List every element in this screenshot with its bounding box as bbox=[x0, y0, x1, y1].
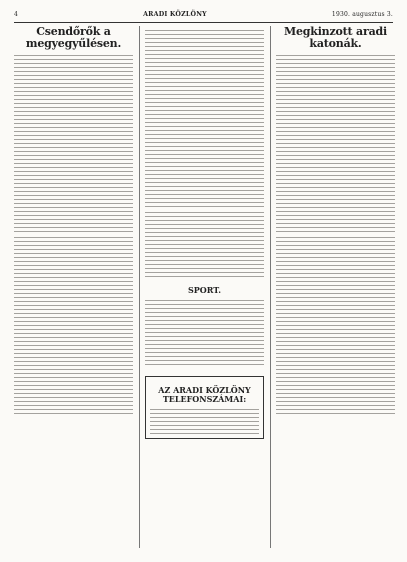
page-header bbox=[14, 8, 393, 20]
phone-box-body bbox=[150, 407, 259, 435]
center-article-body bbox=[145, 28, 264, 208]
sport-article-body bbox=[145, 298, 264, 368]
left-article-body-continued bbox=[14, 235, 133, 415]
issue-date: 1930. augusztus 3. bbox=[331, 10, 393, 18]
column-divider bbox=[270, 26, 271, 548]
newspaper-title: ARADI KÖZLÖNY bbox=[143, 10, 207, 18]
right-column bbox=[276, 26, 395, 415]
page-number: 4 bbox=[14, 10, 19, 18]
right-article-body-continued bbox=[276, 235, 395, 415]
sport-heading: SPORT. bbox=[188, 285, 221, 295]
left-column bbox=[14, 26, 133, 415]
phone-box-title: AZ ARADI KÖZLÖNY TELEFONSZÁMAI: bbox=[158, 385, 251, 404]
phone-numbers-box bbox=[145, 376, 264, 439]
left-article-headline: Csendőrők a megyegyűlésen. bbox=[25, 25, 122, 50]
center-article-body-continued bbox=[145, 210, 264, 280]
right-article-headline: Megkinzott aradi katonák. bbox=[284, 25, 387, 50]
header-rule bbox=[14, 22, 393, 23]
column-divider bbox=[139, 26, 140, 548]
left-article-body bbox=[14, 53, 133, 233]
right-article-body bbox=[276, 53, 395, 233]
center-column bbox=[145, 26, 264, 439]
